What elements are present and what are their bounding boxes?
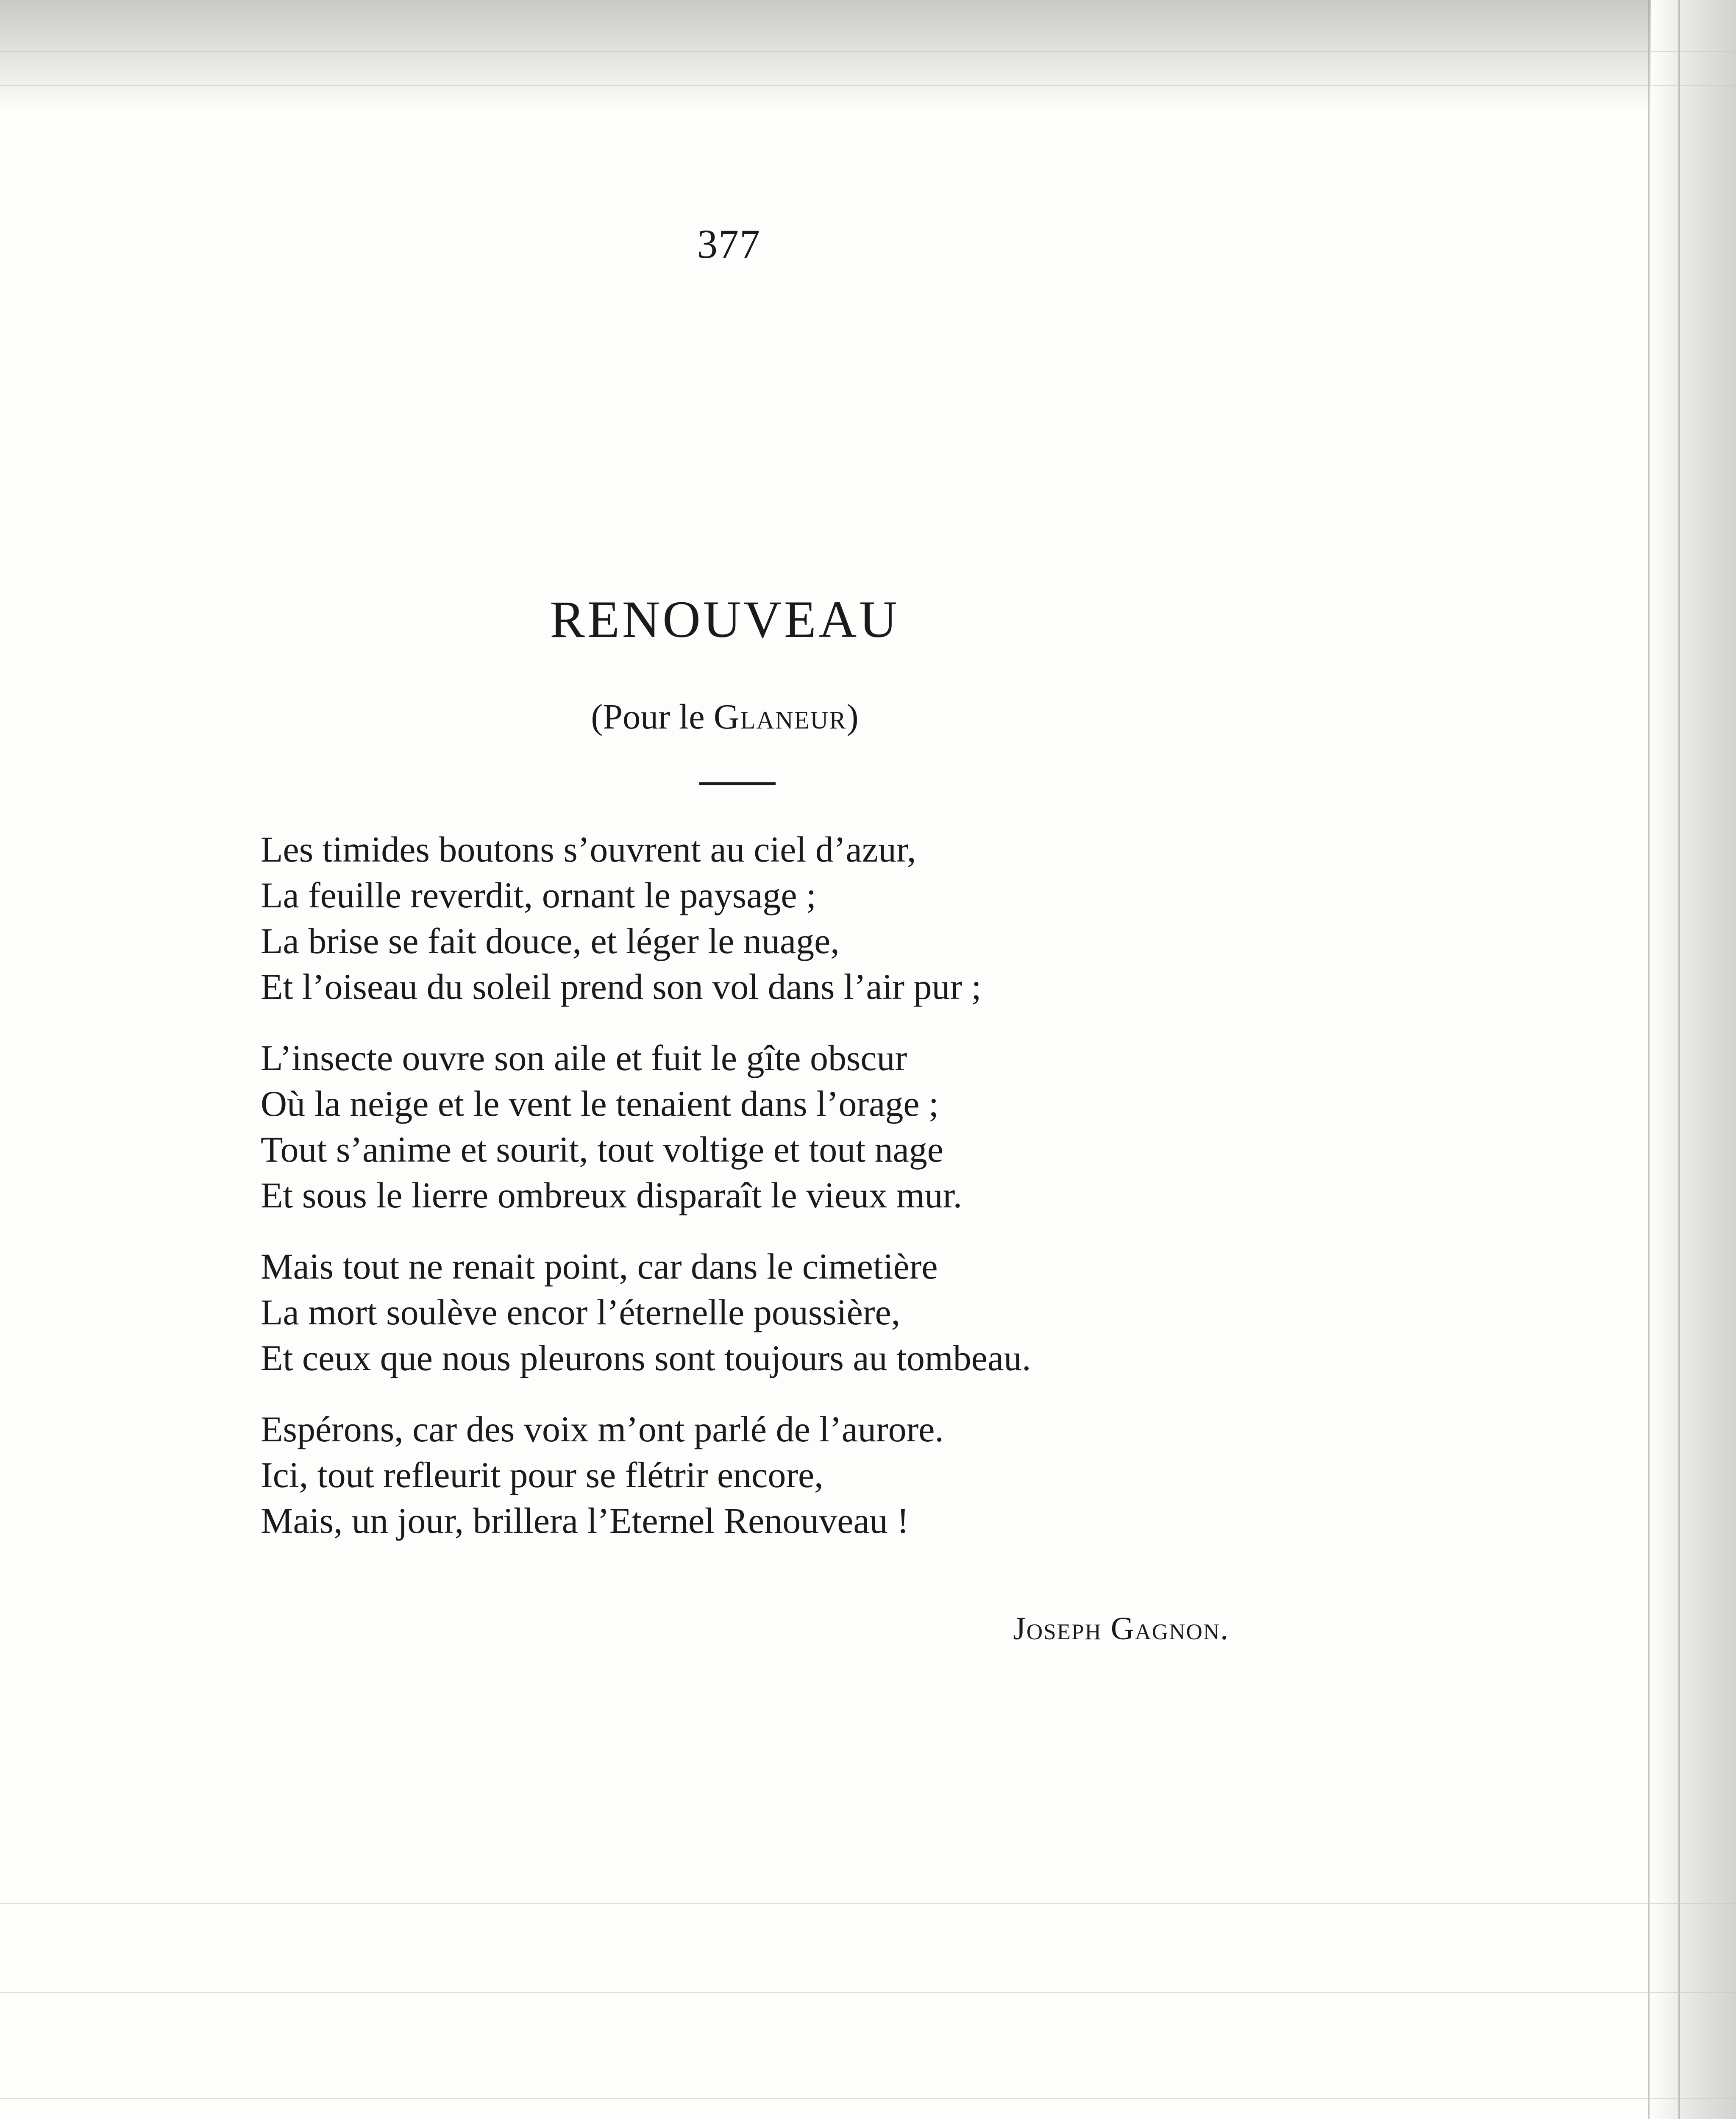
stanza-2 [261,1035,1278,1218]
page-number: 377 [697,221,761,267]
verse-line: Espérons, car des voix m’ont parlé de l’aurore. [261,1409,944,1449]
verse-line: La mort soulève encor l’éternelle poussière, [261,1292,901,1332]
gutter-line [1678,0,1680,2119]
gutter-line [1648,0,1650,2119]
scan-streak [0,1992,1736,1993]
stanza-1 [261,826,1278,1009]
title-divider [699,782,776,785]
poem-body [261,826,1278,1569]
stanza-4 [261,1406,1278,1543]
scan-streak [0,51,1736,52]
scan-streak [0,85,1736,86]
author-signature: Joseph Gagnon. [1013,1611,1229,1646]
verse-line: Et ceux que nous pleurons sont toujours au tombeau. [261,1338,1031,1378]
verse-line: La feuille reverdit, ornant le paysage ; [261,875,816,915]
verse-line: Ici, tout refleurit pour se flétrir encore, [261,1454,823,1495]
verse-line: Où la neige et le vent le tenaient dans l’orage ; [261,1083,939,1124]
subtitle-prefix: (Pour le [591,697,714,737]
scan-shadow-right [1651,0,1736,2119]
stanza-3 [261,1243,1278,1381]
subtitle-suffix: ) [846,697,859,737]
scan-streak [0,2098,1736,2099]
poem-title: RENOUVEAU [550,590,900,648]
verse-line: Mais, un jour, brillera l’Eternel Renouveau ! [261,1500,909,1541]
verse-line: L’insecte ouvre son aile et fuit le gîte obscur [261,1037,907,1078]
poem-subtitle [492,699,958,735]
scan-streak [0,1903,1736,1904]
verse-line: Les timides boutons s’ouvrent au ciel d’azur, [261,829,916,870]
verse-line: Mais tout ne renait point, car dans le cimetière [261,1246,938,1287]
subtitle-publication: Glaneur [713,697,847,737]
verse-line: Tout s’anime et sourit, tout voltige et tout nage [261,1129,943,1170]
verse-line: Et l’oiseau du soleil prend son vol dans l’air pur ; [261,966,982,1007]
scan-shadow-top [0,0,1736,110]
verse-line: Et sous le lierre ombreux disparaît le vieux mur. [261,1175,963,1215]
verse-line: La brise se fait douce, et léger le nuage, [261,920,840,961]
